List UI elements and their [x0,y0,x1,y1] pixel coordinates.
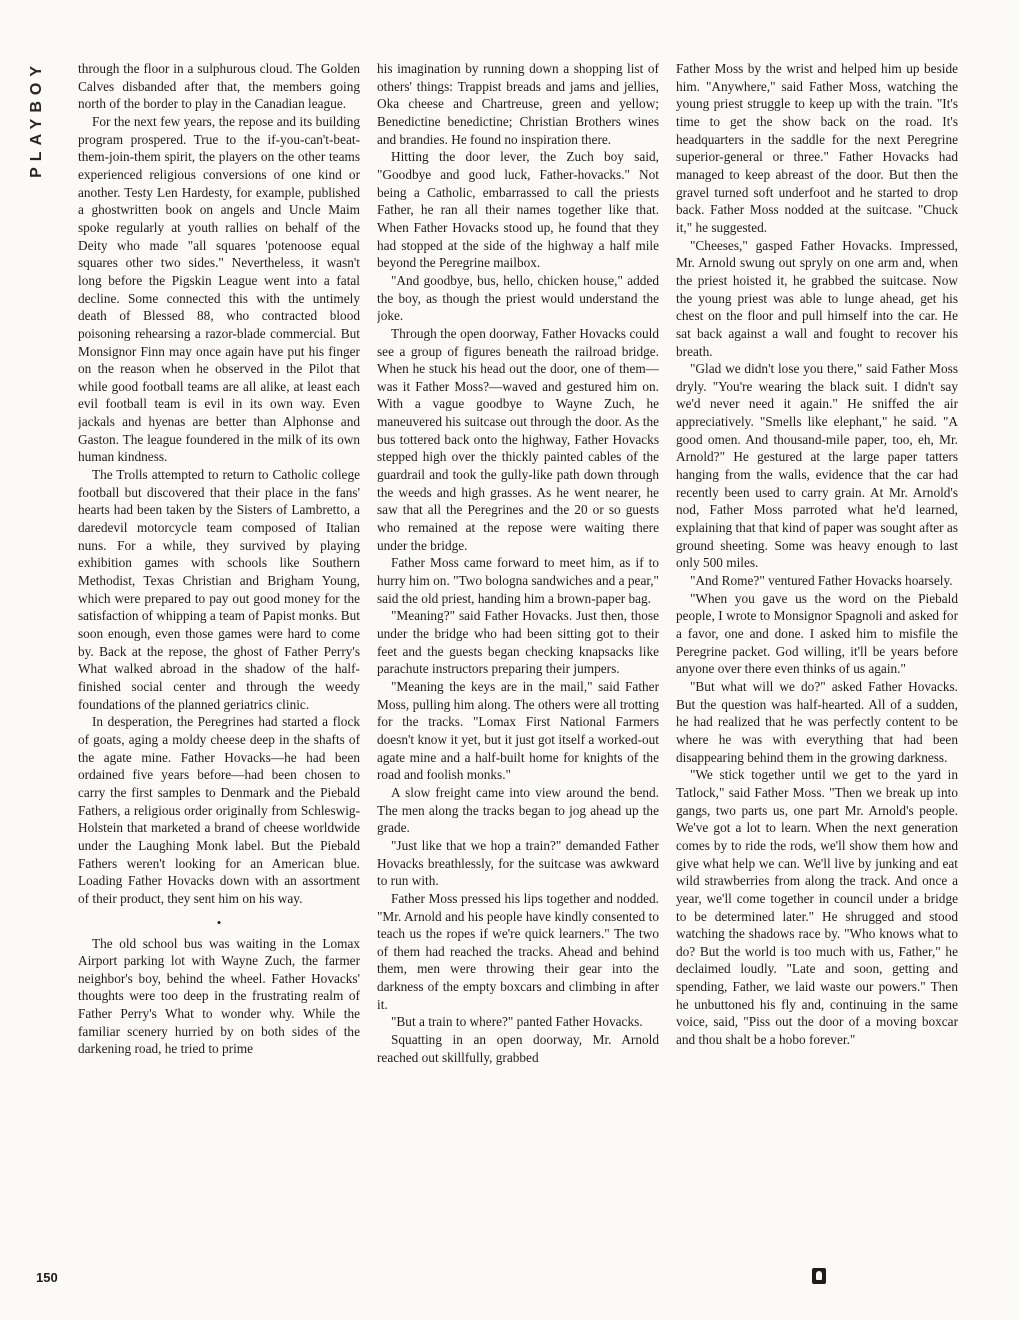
paragraph: "When you gave us the word on the Piebald people, I wrote to Monsignor Spagnoli and asked for a favor, one and done. I asked him to misfile the Peregrine packet. God willing, it'll be years before anyone over there even thinks of us again." [676,590,958,677]
paragraph: The old school bus was waiting in the Lomax Airport parking lot with Wayne Zuch, the farmer neighbor's boy, behind the wheel. Father Hovacks' thoughts were too deep in the frustrating realm of Father Perry's What to wonder why. While the familiar scenery hurried by on both sides of the darkening road, he tried to prime [78,935,360,1057]
paragraph: "Meaning the keys are in the mail," said Father Moss, pulling him along. The others were all trotting for the tracks. "Lomax First National Farmers doesn't know it yet, but it just got itself a worked-out agate mine and a half-built home for knights of the road and foolish monks." [377,678,659,783]
paragraph: A slow freight came into view around the bend. The men along the tracks began to jog ahead up the grade. [377,784,659,836]
paragraph: "Glad we didn't lose you there," said Father Moss dryly. "You're wearing the black suit. I didn't say we'd never need it again." He sniffed the air appreciatively. "Smells like elephant," he said. "A good omen. And thousand-mile paper, too, eh, Mr. Arnold?" He gestured at the large paper tatters hanging from the walls, evidence that the car had recently been used to carry grain. At Mr. Arnold's nod, Father Moss parroted what he'd learned, explaining that that kind of paper was sought after as ground sheeting. Some was heavy enough to last only 500 miles. [676,361,958,571]
paragraph: Father Moss pressed his lips together and nodded. "Mr. Arnold and his people have kindly consented to teach us the ropes if we're quick learners." The two of them had reached the tracks. Ahead and behind them, men were throwing their gear into the darkness of the empty boxcars and climbing in after it. [377,890,659,1012]
paragraph: "But a train to where?" panted Father Hovacks. [391,1014,643,1030]
paragraph: "We stick together until we get to the yard in Tatlock," said Father Moss. "Then we break up into gangs, two parts us, one part Mr. Arnold's people. We've got a lot to learn. When the next generation comes by to ride the rods, we'll show them how and give what help we can. We'll live by junking and eat wild strawberries from along the track. And once a year, we'll come together in council under a bridge to be determined later." He shrugged and stood watching the shadows race by. "Who knows what to do? But the world is too much with us, Father," he declaimed loudly. "Late and soon, getting and spending, Father, we laid waste our powers." Then he unbuttoned his fly and, continuing in the same voice, said, "Piss out the door of a moving boxcar and thou shalt be a hobo forever." [676,767,958,1048]
paragraph: Squatting in an open doorway, Mr. Arnold reached out skillfully, grabbed [377,1032,659,1065]
rabbit-head-end-mark-icon [812,1268,826,1284]
text-column-2 [377,60,659,1290]
paragraph: his imagination by running down a shopping list of others' things: Trappist breads and jams and jellies, Oka cheese and Chartreuse, green and yellow; Benedictine benedictine; Christian Brothers wines and brandies. He found no inspiration there. [377,61,659,147]
paragraph: Through the open doorway, Father Hovacks could see a group of figures beneath the railroad bridge. When he stuck his head out the door, one of them—was it Father Moss?—waved and gestured him on. With a vague goodbye to Wayne Zuch, he maneuvered his suitcase out through the door. As the bus tottered back onto the highway, Father Hovacks stepped high over the thickly painted cables of the guardrail and took the gully-like path down through the weeds and high grasses. As he went nearer, he saw that all the Peregrines and the 20 or so guests who remained at the repose were waiting there under the bridge. [377,325,659,553]
text-column-3 [676,60,958,1290]
paragraph: For the next few years, the repose and its building program prospered. True to the if-you-can't-beat-them-join-them spirit, the players on the other teams experienced religious conversions of one kind or another. Testy Len Hardesty, for example, published a ghostwritten book on angels and Uncle Maim spoke regularly at youth rallies on behalf of the Deity who made "all squares 'potenoose equal squares other two sides." Nevertheless, it wasn't long before the Pigskin League went into a fatal decline. Some connected this with the untimely death of Blessed 88, who contracted blood poisoning rehearsing a razor-blade commercial. But Monsignor Finn may once again have put his finger on the reason when he observed in the Pilot that while good football teams are all alike, at least each evil football team is evil in its own way. Even jackals and hyenas are better than Alphonse and Gaston. The league foundered in the milk of its own human kindness. [78,113,360,465]
section-break-bullet: • [216,914,222,930]
paragraph: "Meaning?" said Father Hovacks. Just then, those under the bridge who had been sitting got to their feet and the guests began checking knapsacks like parachute instructors preparing their jumpers. [377,608,659,677]
paragraph: Father Moss by the wrist and helped him up beside him. "Anywhere," said Father Moss, watching the young priest struggle to keep up with the train. "It's time to get the show back on the road. It's headquarters in the saddle for the next Peregrine superior-general or three." Father Hovacks had managed to keep abreast of the door. But then the gravel turned soft underfoot and he started to drop back. Father Moss nodded at the suitcase. "Chuck it," he suggested. [676,61,958,235]
paragraph: Father Moss came forward to meet him, as if to hurry him on. "Two bologna sandwiches and a pear," said the old priest, handing him a brown-paper bag. [377,555,659,606]
paragraph: The Trolls attempted to return to Catholic college football but discovered that their place in the fans' hearts had been taken by the Sisters of Lambretto, a daredevil motorcycle team composed of Italian nuns. For a while, they survived by playing exhibition games with schools like Southern Methodist, Texas Christian and Brigham Young, which were prepared to pay out good money for the satisfaction of whipping a team of Papist monks. But soon enough, even those games were hard to come by. Back at the repose, the ghost of Father Perry's What walked abroad in the shadow of the half-finished social center and through the weedy foundations of the planned geriatrics clinic. [78,467,360,712]
paragraph: In desperation, the Peregrines had started a flock of goats, aging a moldy cheese deep in the shafts of the agate mine. Father Hovacks—he had been ordained five years before—had been chosen to carry the first samples to Denmark and the Piebald Fathers, a religious order originally from Schleswig-Holstein that marketed a brand of cheese worldwide under the Laughing Monk label. But the Piebald Fathers weren't looking for an American blue. Loading Father Hovacks down with an assortment of their product, they sent him on his way. [78,714,360,906]
paragraph: through the floor in a sulphurous cloud. The Golden Calves disbanded after that, the members going north of the border to play in the Canadian league. [78,61,360,112]
text-column-1 [78,60,360,1290]
paragraph: "Just like that we hop a train?" demanded Father Hovacks breathlessly, for the suitcase was awkward to run with. [377,837,659,889]
paragraph: "And Rome?" ventured Father Hovacks hoarsely. [690,573,953,589]
paragraph: "But what will we do?" asked Father Hovacks. But the question was half-hearted. All of a sudden, he had realized that he was perfectly content to be where he was with everything that had been disappearing behind them in the growing darkness. [676,678,958,765]
page-number: 150 [36,1270,58,1285]
paragraph: "Cheeses," gasped Father Hovacks. Impressed, Mr. Arnold swung out spryly on one arm and, when the priest hoisted it, he grabbed the suitcase. Now the young priest was able to lunge ahead, get his chest on the floor and pull himself into the car. He sat back against a wall and fought to recover his breath. [676,237,958,359]
paragraph: "And goodbye, bus, hello, chicken house," added the boy, as though the priest would understand the joke. [377,272,659,324]
paragraph: Hitting the door lever, the Zuch boy said, "Goodbye and good luck, Father-hovacks." Not being a Catholic, embarrassed to call the priests Father, he ran all their names together like that. When Father Hovacks stood up, he found that they had stopped at the side of the highway a half mile beyond the Peregrine mailbox. [377,149,659,271]
magazine-masthead: PLAYBOY [28,60,45,178]
